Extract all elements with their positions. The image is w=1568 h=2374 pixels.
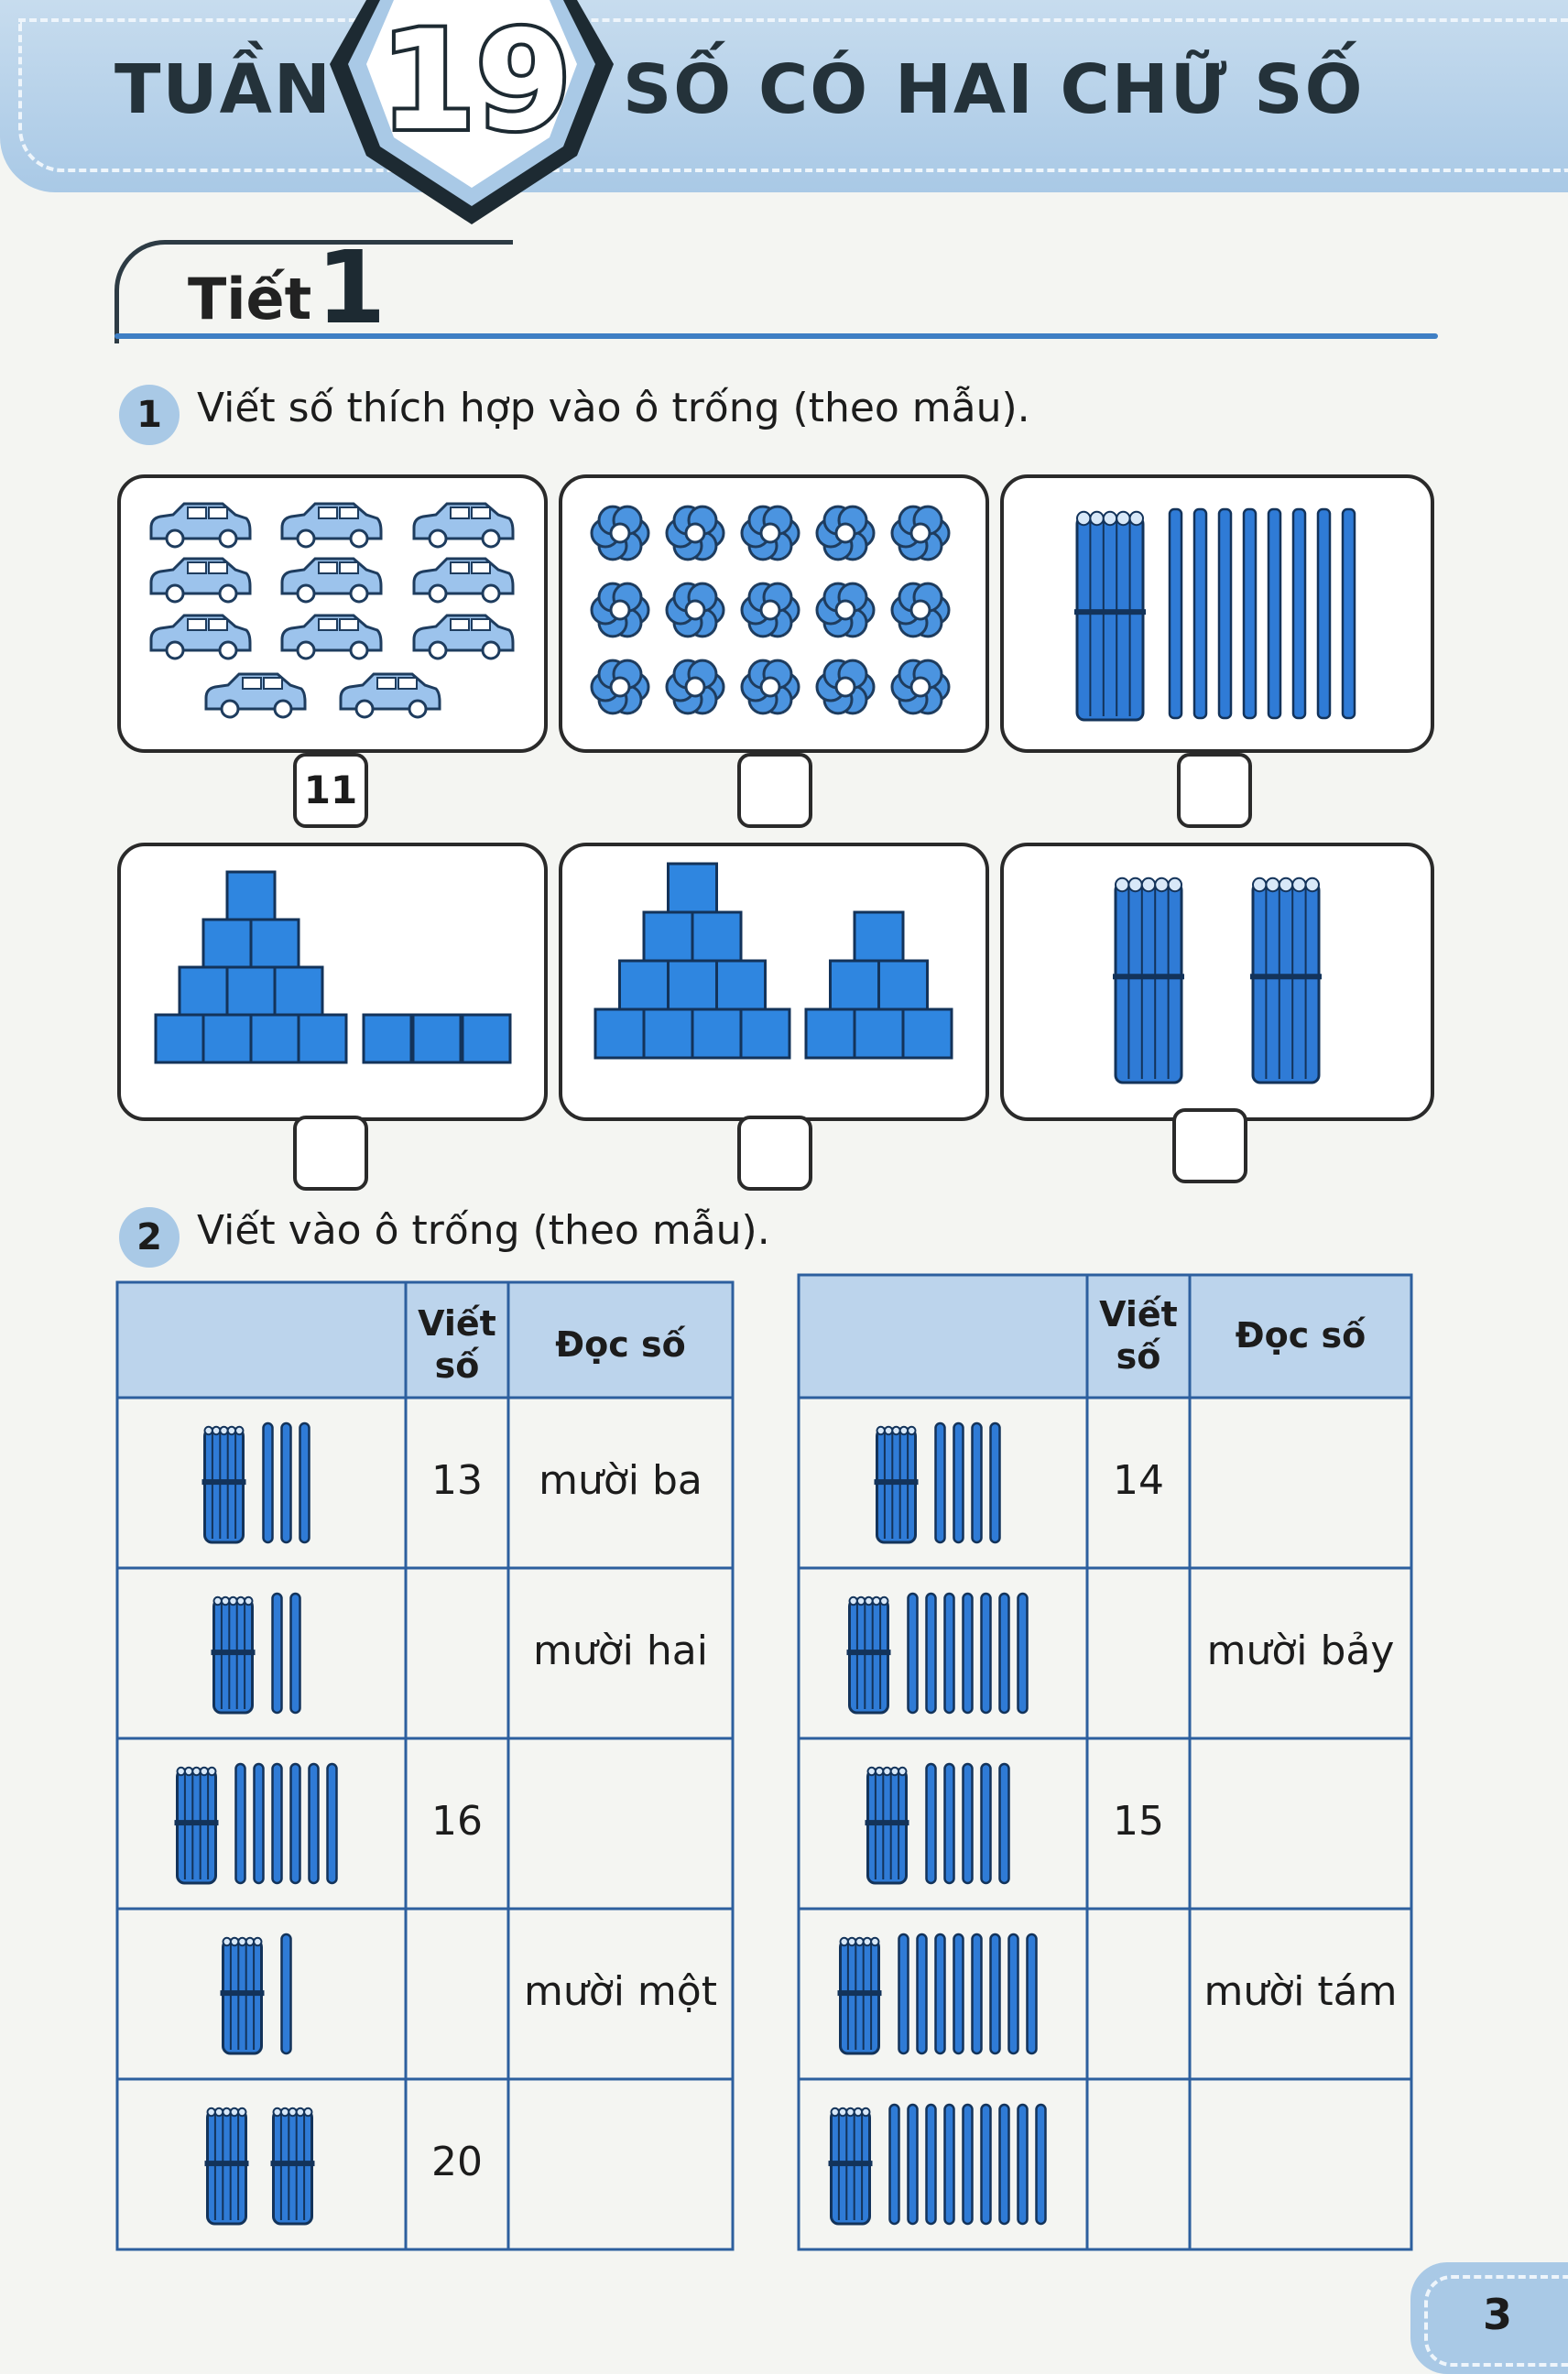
stick-icon	[936, 1423, 945, 1542]
block-icon	[855, 912, 903, 961]
stick-icon	[255, 1764, 264, 1883]
right-write-cell[interactable]: 15	[1113, 1798, 1164, 1845]
right-table-header-write: Viết số	[1099, 1294, 1178, 1377]
stick-icon	[954, 1423, 964, 1542]
exercise-2-number: 2	[119, 1207, 180, 1268]
stick-icon	[973, 1423, 982, 1542]
stick-icon	[1009, 1934, 1018, 2053]
stick-bundle-icon	[1074, 512, 1146, 720]
flower-icon	[592, 660, 648, 713]
stick-icon	[899, 1934, 909, 2053]
stick-icon	[300, 1423, 310, 1542]
flower-icon	[667, 583, 724, 637]
stick-icon	[927, 1764, 936, 1883]
flower-icon	[742, 506, 799, 560]
flower-icon	[817, 660, 874, 713]
flower-icon	[817, 583, 874, 637]
block-icon	[692, 1009, 741, 1058]
left-read-cell[interactable]: mười hai	[533, 1628, 708, 1674]
stick-bundle-icon	[847, 1597, 891, 1713]
left-read-cell[interactable]: mười ba	[539, 1457, 702, 1504]
block-icon	[831, 961, 879, 1009]
block-icon	[806, 1009, 855, 1058]
stick-bundle-icon	[1113, 878, 1184, 1083]
block-icon	[741, 1009, 789, 1058]
block-icon	[463, 1015, 510, 1062]
car-icon	[282, 615, 381, 659]
stick-icon	[282, 1934, 291, 2053]
stick-icon	[909, 1594, 918, 1713]
block-icon	[203, 1015, 251, 1062]
exercise-1-number: 1	[119, 385, 180, 445]
stick-icon	[890, 2105, 899, 2224]
stick-icon	[273, 1594, 282, 1713]
car-icon	[282, 559, 381, 602]
stick-bundle-icon	[875, 1427, 919, 1542]
stick-icon	[236, 1764, 245, 1883]
table-frame	[799, 1275, 1411, 2249]
stick-icon	[1000, 2105, 1009, 2224]
left-read-cell[interactable]: mười một	[524, 1968, 717, 2015]
block-icon	[299, 1015, 346, 1062]
stick-icon	[1000, 1764, 1009, 1883]
flower-icon	[817, 506, 874, 560]
stick-bundle-icon	[175, 1768, 219, 1883]
car-icon	[206, 674, 305, 717]
stick-icon	[1194, 509, 1206, 718]
left-table-header-write: Viết số	[418, 1303, 496, 1386]
stick-icon	[282, 1423, 291, 1542]
stick-bundle-icon	[829, 2108, 873, 2224]
stick-icon	[310, 1764, 319, 1883]
stick-icon	[1170, 509, 1181, 718]
stick-icon	[991, 1423, 1000, 1542]
topic-title: SỐ CÓ HAI CHỮ SỐ	[623, 50, 1365, 129]
right-read-cell[interactable]: mười tám	[1203, 1968, 1398, 2015]
stick-icon	[1000, 1594, 1009, 1713]
block-icon	[275, 967, 322, 1015]
block-icon	[692, 912, 741, 961]
stick-icon	[1293, 509, 1305, 718]
stick-icon	[264, 1423, 273, 1542]
block-icon	[251, 920, 299, 967]
stick-icon	[945, 1594, 954, 1713]
flower-icon	[892, 583, 949, 637]
flower-icon	[892, 660, 949, 713]
stick-icon	[909, 2105, 918, 2224]
stick-icon	[964, 1764, 973, 1883]
exercise-1-instruction: Viết số thích hợp vào ô trống (theo mẫu).	[197, 385, 1030, 431]
stick-icon	[982, 1764, 991, 1883]
stick-icon	[936, 1934, 945, 2053]
flower-icon	[667, 660, 724, 713]
car-icon	[151, 615, 250, 659]
left-write-cell[interactable]: 13	[431, 1457, 483, 1504]
block-icon	[595, 1009, 644, 1058]
stick-bundle-icon	[221, 1938, 265, 2053]
block-icon	[251, 1015, 299, 1062]
left-write-cell[interactable]: 16	[431, 1798, 483, 1845]
block-icon	[180, 967, 227, 1015]
flower-icon	[592, 506, 648, 560]
block-icon	[855, 1009, 903, 1058]
stick-icon	[945, 1764, 954, 1883]
car-icon	[282, 504, 381, 547]
stick-icon	[291, 1594, 300, 1713]
car-icon	[151, 559, 250, 602]
left-write-cell[interactable]: 20	[431, 2139, 483, 2185]
stick-icon	[945, 2105, 954, 2224]
stick-bundle-icon	[866, 1768, 909, 1883]
car-icon	[414, 615, 513, 659]
stick-bundle-icon	[271, 2108, 315, 2224]
stick-icon	[991, 1934, 1000, 2053]
stick-icon	[973, 1934, 982, 2053]
week-number: 19	[380, 2, 572, 161]
block-icon	[644, 912, 692, 961]
stick-icon	[328, 1764, 337, 1883]
stick-icon	[964, 1594, 973, 1713]
flower-icon	[742, 660, 799, 713]
block-icon	[669, 864, 717, 912]
block-icon	[903, 1009, 952, 1058]
stick-icon	[918, 1934, 927, 2053]
page-number: 3	[1482, 2290, 1512, 2339]
flower-icon	[892, 506, 949, 560]
stick-bundle-icon	[212, 1597, 256, 1713]
stick-icon	[1037, 2105, 1046, 2224]
stick-icon	[1269, 509, 1280, 718]
block-icon	[669, 961, 717, 1009]
car-icon	[151, 504, 250, 547]
block-icon	[879, 961, 928, 1009]
block-icon	[644, 1009, 692, 1058]
block-icon	[413, 1015, 461, 1062]
stick-bundle-icon	[1250, 878, 1322, 1083]
block-icon	[620, 961, 669, 1009]
right-read-cell[interactable]: mười bảy	[1206, 1628, 1395, 1674]
answer-box-1[interactable]: 11	[293, 753, 368, 828]
block-icon	[717, 961, 766, 1009]
stick-icon	[273, 1764, 282, 1883]
stick-icon	[927, 2105, 936, 2224]
stick-icon	[1219, 509, 1231, 718]
stick-icon	[982, 2105, 991, 2224]
stick-bundle-icon	[202, 1427, 246, 1542]
lesson-number: 1	[316, 229, 387, 346]
block-icon	[227, 872, 275, 920]
left-table-header-read: Đọc số	[555, 1324, 686, 1365]
stick-icon	[1343, 509, 1355, 718]
week-label: TUẦN	[114, 50, 332, 129]
stick-bundle-icon	[838, 1938, 882, 2053]
stick-icon	[1028, 1934, 1037, 2053]
block-icon	[227, 967, 275, 1015]
stick-bundle-icon	[205, 2108, 249, 2224]
flower-icon	[742, 583, 799, 637]
stick-icon	[927, 1594, 936, 1713]
stick-icon	[954, 1934, 964, 2053]
flower-icon	[667, 506, 724, 560]
right-write-cell[interactable]: 14	[1113, 1457, 1164, 1504]
stick-icon	[1244, 509, 1256, 718]
stick-icon	[1318, 509, 1330, 718]
flower-icon	[592, 583, 648, 637]
right-table-header-read: Đọc số	[1235, 1315, 1367, 1356]
exercise-2-instruction: Viết vào ô trống (theo mẫu).	[197, 1207, 770, 1254]
car-icon	[414, 559, 513, 602]
stick-icon	[1018, 2105, 1028, 2224]
stick-icon	[982, 1594, 991, 1713]
block-icon	[156, 1015, 203, 1062]
stick-icon	[1018, 1594, 1028, 1713]
car-icon	[341, 674, 440, 717]
stick-icon	[291, 1764, 300, 1883]
block-icon	[364, 1015, 411, 1062]
block-icon	[203, 920, 251, 967]
stick-icon	[964, 2105, 973, 2224]
car-icon	[414, 504, 513, 547]
lesson-label: Tiết	[188, 266, 312, 332]
